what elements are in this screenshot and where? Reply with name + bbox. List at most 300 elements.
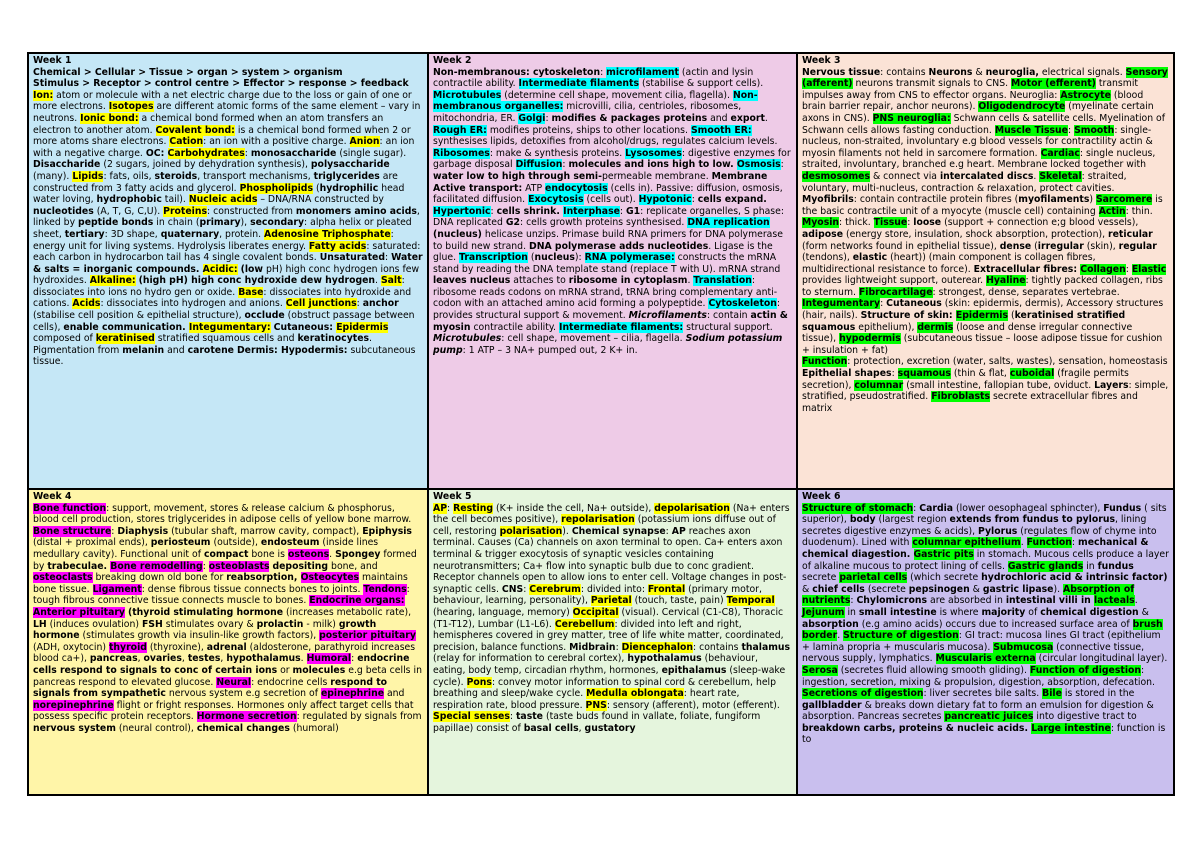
bold-term: Neurons [928, 66, 973, 78]
highlighted-term: Humoral [306, 653, 352, 665]
week-5-notes [433, 503, 792, 735]
note-text: (induces ovulation) [46, 618, 142, 630]
note-text: : contain contractile protein fibres ( [853, 194, 1019, 206]
note-text: (K+ inside the cell, Na+ outside), [493, 502, 655, 514]
note-text: . [375, 275, 381, 287]
highlighted-term: Diencephalon [621, 641, 694, 653]
note-text: : [600, 66, 607, 78]
highlighted-term: Myosin [802, 217, 840, 229]
note-text: : [1067, 124, 1075, 136]
highlighted-term: Sensory (afferent) [802, 66, 1168, 90]
highlighted-term: polarisation [499, 525, 563, 537]
note-text: e.g beta cells in pancreas respond to elevated glucose. [33, 664, 422, 688]
highlighted-term: Secretions of digestion [802, 688, 924, 700]
highlighted-term: Anion [349, 136, 380, 148]
highlighted-term: Temporal [726, 595, 775, 607]
week-6-title: Week 6 [802, 491, 841, 502]
bold-term: intestinal villi in [1005, 595, 1094, 607]
note-text: (stimulates growth via insulin-like growth factors), [79, 630, 320, 642]
note-text: structural support. [683, 321, 773, 333]
highlighted-term: Special senses [433, 711, 510, 723]
note-text: (obstruct passage between cells), [33, 310, 415, 333]
note-text: : [562, 159, 569, 171]
note-text: : protection, excretion (water, salts, wastes), sensation, homeostasis [847, 356, 1168, 368]
highlighted-term: Resting [453, 502, 494, 514]
bold-italic-term: Sodium potassium pump [433, 333, 783, 356]
week-1-notes [33, 67, 423, 368]
note-text: (cells in). Passive: diffusion, osmosis, facilitated diffusion. [433, 182, 783, 206]
note-text: ( [527, 252, 535, 264]
note-text: (increases metabolic rate), [283, 606, 412, 618]
bold-term: hydrophobic [96, 194, 162, 206]
highlighted-term: Microtubules [433, 89, 502, 101]
note-text: (relay for information to cerebral cortex), [433, 653, 628, 665]
note-text: (tubular shaft, marrow cavity, compact), [168, 525, 363, 537]
note-text: : [1071, 537, 1079, 549]
note-text: (Na+ enters the cell becomes positive), [433, 502, 790, 526]
highlighted-term: Sarcomere [1095, 194, 1153, 206]
bold-term: reabsorption, [226, 572, 301, 584]
note-text: (actin and lysin contractile ability. [433, 66, 754, 90]
bold-term: G1 [626, 205, 641, 217]
note-text: neurons transmit signals to CNS. [852, 78, 1012, 90]
highlighted-term: dermis [917, 321, 954, 333]
bold-term: gastric lipase [982, 583, 1054, 595]
highlighted-term: Base [238, 286, 264, 298]
bold-term: growth hormone [33, 618, 377, 642]
note-text: (lower oesophageal sphincter), [953, 502, 1104, 514]
bold-term: Midbrain [569, 641, 616, 653]
note-paragraph [33, 67, 423, 79]
note-text: : energy unit for living systems. Hydrolysis liberates energy. [33, 228, 394, 252]
bold-term: Cardia [919, 502, 954, 514]
note-text: : contain [706, 310, 751, 322]
note-text: ( sits superior), [802, 502, 1167, 526]
note-text: (which secrete [907, 572, 982, 584]
bold-term: thalamus [741, 641, 791, 653]
bold-term: melanin [122, 344, 165, 356]
bold-term: AP [671, 525, 686, 537]
highlighted-term: Function of digestion [1029, 664, 1142, 676]
note-text: (small intestine, fallopian tube, oviduct. [903, 379, 1095, 391]
bold-term: Dermis: Hypodermis: [236, 344, 348, 356]
bold-term: Chemical synapse [571, 525, 666, 537]
note-text: & breaks down dietary fat to form an emulsion for digestion & absorption. Pancreas secretes [802, 699, 1154, 723]
bold-term: export [730, 112, 765, 124]
note-paragraph [802, 356, 1169, 368]
note-text: (distal + proximal ends), [33, 537, 151, 549]
highlighted-term: Intermediate filaments: [558, 321, 684, 333]
note-text: is the basic contractile unit of a myocyte (muscle cell) containing [802, 194, 1163, 217]
note-paragraph [802, 368, 1169, 414]
note-text: (inside lines medullary cavity). Functional unit of [33, 537, 379, 560]
note-text: : [385, 252, 392, 264]
bold-term: absorption [802, 618, 859, 630]
note-text: ). [562, 525, 572, 537]
highlighted-term: depolarisation [654, 502, 730, 514]
note-text: : tough fibrous connective tissue connects muscle to bones. [33, 583, 410, 607]
bold-term: primary [199, 217, 241, 229]
note-text: (heart)) (main component is collagen fibres, multidirectional resistance to force). [802, 252, 1096, 275]
note-text: is where [936, 606, 982, 618]
highlighted-term: pancreatic juices [944, 711, 1034, 723]
bold-term: Myofibrils [802, 194, 854, 206]
note-text: ( [1031, 240, 1038, 252]
note-text: : [615, 641, 622, 653]
highlighted-term: epinephrine [320, 688, 384, 700]
bold-term: Epithelial shapes [802, 368, 892, 380]
note-text: (visual). Cervical (C1-C8), Thoracic (T1-T12), Lumbar (L1-L6). [433, 606, 784, 630]
bold-term: Cutaneous: [273, 321, 337, 333]
highlighted-term: Muscularis externa [935, 653, 1036, 665]
note-text: reaches axon terminal. Causes (Ca) channels on axon terminal to open. Ca+ enters axon terminal & trigger exocytosis of synaptic vesicles containing neurotransmitters; Ca+ flow into synaptic bulb due to conc gradient. Receptor channels open to allow ions to enter cell. Voltage changes in post-synaptic cells. [433, 525, 787, 595]
highlighted-term: Ionic bond: [80, 112, 139, 124]
highlighted-term: Carbohydrates [167, 147, 245, 159]
bold-term: elastic [852, 252, 888, 264]
note-text: (energy store, insulation, shock absorption, protection), [843, 228, 1109, 240]
note-text: pH) high conc hydrogen ions few hydroxides. [33, 263, 420, 287]
highlighted-term: Smooth [1074, 124, 1115, 136]
note-text: : divided into: [580, 583, 648, 595]
note-text: - milk) [303, 618, 339, 630]
bold-italic-term: Microtubules [433, 333, 502, 345]
note-text: : alpha helix or pleated sheet, [33, 217, 412, 240]
note-text: : [356, 298, 363, 310]
bold-term: hydrochloric acid & intrinsic factor) [981, 572, 1168, 584]
bold-term: trabeculae. [47, 560, 111, 572]
highlighted-term: Bile [1042, 688, 1062, 700]
bold-term: steroids [154, 170, 198, 182]
note-text: are constructed from 3 fatty acids and glycerol. [33, 170, 398, 194]
note-text: & [1138, 606, 1149, 618]
bold-term: occlude [244, 310, 285, 322]
note-text: & [969, 583, 983, 595]
highlighted-term: Cytoskeleton [708, 298, 777, 310]
bold-term: LH [33, 618, 47, 630]
bold-term: Epiphysis [362, 525, 412, 537]
highlighted-term: repolarisation [561, 514, 635, 526]
note-text: (stabilise & support cells). [639, 78, 764, 90]
highlighted-term: Interphase [563, 205, 620, 217]
week-4-cell [28, 489, 428, 795]
bold-term: adrenal [206, 641, 247, 653]
note-text: (secretes fluid allowing smooth gliding). [837, 664, 1030, 676]
bold-term: Chylomicrons [856, 595, 928, 607]
highlighted-term: Lysosomes [625, 147, 682, 159]
highlighted-term: squamous [897, 368, 951, 380]
note-text: : [111, 525, 118, 537]
note-text: (aldosterone, parathyroid increases blood ca+), [33, 641, 416, 665]
note-text: : [351, 653, 358, 665]
note-text: (connective tissue, nervous supply, lymphatics. [802, 641, 1145, 665]
highlighted-term: Pons [466, 676, 492, 688]
bold-term: testes [187, 653, 221, 665]
highlighted-term: Structure of digestion [843, 630, 959, 642]
note-text: microvilli, cilia, centrioles, ribosomes, mitochondria, ER. [433, 101, 742, 124]
bold-term: triglycerides [313, 170, 380, 182]
bold-term: intercalated discs [939, 170, 1034, 182]
week-5-title: Week 5 [433, 491, 472, 502]
bold-italic-term: Microfilaments [628, 310, 707, 322]
note-text: (subcutaneous tissue – loose adipose tissue for cushion + insulation + fat) [802, 333, 1163, 356]
note-text: (A, T, G, C,U). [93, 205, 164, 217]
note-text: : [523, 583, 530, 595]
note-text: . [837, 630, 844, 642]
note-text: : [244, 147, 251, 159]
note-text: (secrete [864, 583, 909, 595]
note-text: : [665, 525, 672, 537]
note-text: : heart rate, respiration rate, blood pressure. [433, 688, 740, 711]
note-paragraph [33, 503, 423, 735]
note-text: and [164, 344, 188, 356]
note-text: : [780, 159, 784, 171]
bold-term: chemical digestion [1040, 606, 1139, 618]
note-text: secrete extracellular fibres and matrix [802, 391, 1138, 414]
note-text: formed by [33, 548, 417, 572]
note-text: Schwann cells & satellite cells. Myelination of Schwann cells allows fasting conduction. [802, 112, 1166, 136]
highlighted-term: columnar [854, 379, 904, 391]
note-text: : strongest, dense, separates vertebrae. [932, 286, 1120, 298]
note-text: : dissociates into hydrogen and anions. [100, 298, 286, 310]
bold-term: Diaphysis [117, 525, 169, 537]
note-text: in stomach. Mucous cells produce a layer of alkaline mucous to protect lining of cells. [802, 548, 1169, 572]
bold-term: loose [913, 217, 942, 229]
note-text: stratified squamous cells and [154, 333, 298, 345]
highlighted-term: Cation [169, 136, 204, 148]
bold-term: anchor [362, 298, 399, 310]
note-text: nervous system e.g secretion of [165, 688, 321, 700]
note-paragraph [433, 67, 792, 357]
highlighted-term: Medulla oblongata [586, 688, 684, 700]
note-text: : replicate organelles, S phase: DNA replicated [433, 205, 784, 229]
bold-term: monomers amino acids [295, 205, 417, 217]
bold-term: hypothalamus [226, 653, 301, 665]
note-text: is stored in the [1061, 688, 1135, 700]
bold-term: Nervous tissue [802, 66, 881, 78]
note-text: (touch, taste, pain) [631, 595, 727, 607]
bold-term: Water & salts = inorganic compounds. [33, 252, 423, 275]
bold-term: compact [203, 548, 249, 560]
week-1-title: Week 1 [33, 55, 72, 66]
note-text: (stabilise cell position & epithelial structure), [33, 310, 245, 322]
highlighted-term: Non-membranous organelles: [433, 89, 758, 113]
bold-term: adipose [802, 228, 843, 240]
note-text: : thick. [839, 217, 874, 229]
bold-term: chief cells [812, 583, 865, 595]
highlighted-term: Frontal [647, 583, 686, 595]
note-text: into digestive tract to [1033, 711, 1137, 723]
note-text: (ADH, oxytocin) [33, 641, 109, 653]
highlighted-term: lacteals [1093, 595, 1135, 607]
note-text: secrete [802, 572, 840, 584]
bold-term: breakdown carbs, proteins & nucleic acids. [802, 722, 1032, 734]
note-text: contractile ability. [470, 321, 559, 333]
bold-term: Disaccharide [33, 159, 101, 171]
note-text: : dissociates into ions no hydro gen or oxide. [33, 275, 405, 298]
highlighted-term: Parietal [590, 595, 632, 607]
bold-term: cells expand. [697, 194, 767, 206]
highlighted-term: microfilament [606, 66, 679, 78]
bold-term: leaves nucleus [433, 275, 511, 287]
note-text: (skin), [1083, 240, 1119, 252]
highlighted-term: brush border [802, 618, 1163, 642]
note-text: : thin. [1125, 205, 1153, 217]
highlighted-term: Proteins [163, 205, 207, 217]
bold-term: dense [999, 240, 1032, 252]
bold-term: ribosome in cytoplasm [568, 275, 688, 287]
highlighted-term: Large intestine [1031, 722, 1111, 734]
note-text: : [913, 502, 920, 514]
note-text: permeable membrane. [601, 170, 712, 182]
bold-term: Chemical > Cellular > Tissue > organ > system > organism [33, 66, 343, 78]
note-text: : an ion with a negative charge. [33, 136, 415, 159]
highlighted-term: Gastric glands [1007, 560, 1084, 572]
highlighted-term: columnar epithelium [912, 537, 1021, 549]
note-text: are absorbed in [927, 595, 1006, 607]
note-text: : straited, voluntary, multi-nucleus, contraction & relaxation, protect cavities. [802, 170, 1127, 194]
note-text: and [707, 112, 731, 124]
note-text: , protein. [219, 228, 265, 240]
bold-term: Cutaneous [886, 298, 942, 310]
highlighted-term: Collagen [1080, 263, 1126, 275]
bold-term: pancreas [89, 653, 138, 665]
week-3-notes [802, 67, 1169, 415]
bold-term: Structure of skin: [860, 310, 956, 322]
note-text: : [691, 194, 698, 206]
highlighted-term: Integumentary [802, 298, 881, 310]
note-text: (support + connection e;g blood vessels), [941, 217, 1139, 229]
highlighted-term: Exocytosis [528, 194, 584, 206]
note-text: & [972, 66, 986, 78]
week-6-notes [802, 503, 1169, 746]
note-text: (potassium ions diffuse out of cell, restoring [433, 514, 776, 537]
note-text: : an ion with a positive charge. [203, 136, 350, 148]
highlighted-term: thyroid [108, 641, 147, 653]
note-text: breaking down old bone for [92, 572, 227, 584]
highlighted-term: Alkaline: [89, 275, 136, 287]
highlighted-term: Neural [216, 676, 252, 688]
highlighted-term: norepinephrine [33, 699, 114, 711]
note-text: (thin & flat, [950, 368, 1010, 380]
note-text: , [220, 653, 227, 665]
note-text: : simple, stratified, pseudostratified. [802, 379, 1169, 403]
note-text: : regulated by signals from [296, 711, 422, 723]
note-text: head water loving, [33, 182, 405, 206]
note-text: : [1125, 263, 1132, 275]
note-text: : [850, 595, 857, 607]
note-text: (primary motor, behaviour, learning, personality), [433, 583, 762, 607]
note-text: (humoral) [289, 722, 339, 734]
highlighted-term: Serosa [802, 664, 838, 676]
highlighted-term: Adenosine Triphosphate [264, 228, 391, 240]
note-text: : contains [693, 641, 742, 653]
note-text: a chemical bond formed when an atom transfers an electron to another atom. [33, 112, 384, 136]
note-text: : [619, 205, 627, 217]
note-text: : dissociates into hydroxide and cations. [33, 286, 412, 310]
note-paragraph [802, 67, 1169, 357]
notes-grid [27, 52, 1175, 796]
highlighted-term: Jejunum [802, 606, 845, 618]
note-text: (e.g amino acids) occurs due to increased surface area of [858, 618, 1133, 630]
note-paragraph [33, 78, 423, 90]
highlighted-term: Bone structure [33, 525, 112, 537]
note-text: & connect via [870, 170, 940, 182]
note-text: : provides structural support & movement. [433, 298, 781, 322]
highlighted-term: Fatty acids [308, 240, 367, 252]
note-text: , transport mechanisms, [197, 170, 314, 182]
note-text: : function is to [802, 722, 1166, 746]
note-text: (many). [33, 170, 73, 182]
note-text: in [1083, 560, 1098, 572]
note-text: : GI tract: mucosa lines GI tract (epithelium + lamina propria + muscularis mucosa). [802, 630, 1161, 653]
bold-term: periosteum [150, 537, 211, 549]
note-text: . [687, 275, 694, 287]
bold-term: molecules [292, 664, 346, 676]
highlighted-term: AP [433, 502, 448, 514]
note-text: : [880, 298, 887, 310]
week-4-title: Week 4 [33, 491, 72, 502]
note-text: . [764, 112, 768, 124]
bold-term: majority [981, 606, 1026, 618]
highlighted-term: Motor (efferent) [1011, 78, 1096, 90]
note-text: synthesises lipids, detoxifies from alcohol/drugs, regulates calcium levels. [433, 136, 778, 148]
note-text: atom or molecule with a net electric charge due to the loss or gain of one or more electrons. [33, 89, 412, 113]
note-text: ), [240, 217, 251, 229]
note-text: flight or fright responses. Hormones only affect target cells that possess specific protein receptors. [33, 699, 414, 723]
note-text: (loose and dense irregular connective tissue), [802, 321, 1133, 345]
highlighted-term: Bone function [33, 502, 107, 514]
note-text: helicase unzips. Primase build RNA primers for DNA polymerase to build new strand. [433, 228, 783, 252]
note-text: ( [312, 182, 320, 194]
bold-term: (high pH) high conc hydroxide dew hydrogen [138, 275, 376, 287]
note-text: subcutaneous tissue. [33, 344, 416, 368]
week-6-cell [797, 489, 1174, 795]
bold-term: quaternary [160, 228, 220, 240]
note-text: : [891, 368, 898, 380]
note-text: : convey motor information to spinal cord & cerebellum, help breathing and sleep/wake cycle. [433, 676, 777, 700]
highlighted-term: Cerebellum [554, 618, 615, 630]
note-text: : [907, 217, 914, 229]
note-text: : single-nucleus, non-straited, involuntary e.g blood vessels for contractility actin & myosin filaments not held in sarcomere formation. [802, 124, 1153, 159]
bold-term: Extracellular fibres: [973, 263, 1081, 275]
note-text: are different atomic forms of the same element – vary in neutrons. [33, 101, 421, 124]
note-text: (tendons), [802, 252, 853, 264]
week-2-notes [433, 67, 792, 357]
note-text: : saturated: each carbon in hydrocarbon tail has 4 single covalent bonds. [33, 240, 421, 264]
note-text: epithelium), [855, 321, 918, 333]
bold-term: enable communication. [63, 321, 189, 333]
note-text: (single sugar). [336, 147, 407, 159]
bold-term: pepsinogen [908, 583, 970, 595]
note-text: : sensory (afferent), motor (efferent). [606, 699, 780, 711]
bold-term: ovaries [143, 653, 182, 665]
note-text: , lining secretes digestive enzymes & acids), [802, 514, 1147, 537]
note-text: bone is [248, 548, 288, 560]
highlighted-term: Acidic: [202, 263, 238, 275]
highlighted-term: Muscle Tissue [994, 124, 1068, 136]
bold-term: prolactin [256, 618, 304, 630]
highlighted-term: Covalent bond: [155, 124, 235, 136]
note-text: : make & synthesis proteins. [489, 147, 626, 159]
highlighted-term: Rough ER: [433, 124, 487, 136]
bold-term: irregular [1037, 240, 1084, 252]
note-text: and [384, 688, 405, 700]
note-text: stimulates ovary & [162, 618, 257, 630]
note-text: : [447, 502, 454, 514]
week-3-cell [797, 53, 1174, 489]
highlighted-term: RNA polymerase: [584, 252, 675, 264]
highlighted-term: hypodermis [839, 333, 901, 345]
